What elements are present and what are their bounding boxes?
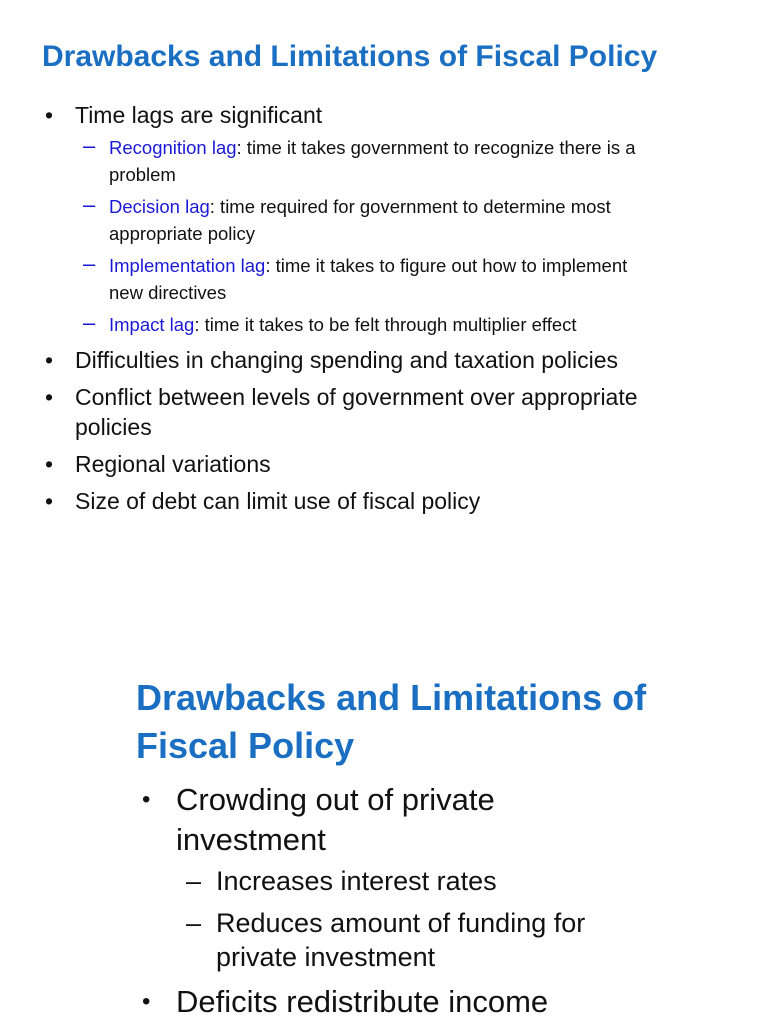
bullet-text: Time lags are significant <box>75 102 323 128</box>
bullet-marker: • <box>142 988 151 1015</box>
bullet-government-conflict <box>0 382 768 442</box>
lag-description: : time it takes government to recognize there is a problem <box>109 137 636 185</box>
slide-1-bullet-list <box>0 100 768 523</box>
sub-marker: – <box>186 908 202 938</box>
bullet-time-lags <box>0 100 768 338</box>
sub-marker: – <box>83 251 96 276</box>
lag-term: Decision lag <box>109 196 210 217</box>
sub-marker: – <box>83 133 96 158</box>
bullet-marker: • <box>45 451 54 477</box>
slide-2-bullet-list <box>0 780 768 1028</box>
bullet-marker: • <box>45 488 54 514</box>
slide-2 <box>0 660 768 1024</box>
bullet-marker: • <box>45 347 54 373</box>
sub-bullet-recognition-lag <box>75 134 718 188</box>
sub-bullet-interest-rates <box>176 864 648 898</box>
bullet-deficits-redistribute <box>0 982 768 1022</box>
bullet-text: Size of debt can limit use of fiscal policy <box>75 488 481 514</box>
bullet-spending-taxation <box>0 345 768 375</box>
sub-marker: – <box>83 310 96 335</box>
sub-bullet-text: Reduces amount of funding for private investment <box>216 908 586 972</box>
crowding-out-sublist <box>176 864 648 974</box>
lag-sublist <box>75 134 718 338</box>
bullet-crowding-out <box>0 780 768 974</box>
bullet-text: Conflict between levels of government over appropriate policies <box>75 384 638 440</box>
lag-description: : time required for government to determine most appropriate policy <box>109 196 611 244</box>
lag-description: : time it takes to be felt through multiplier effect <box>194 314 577 335</box>
slide-2-title: Drawbacks and Limitations of Fiscal Policy <box>136 677 647 766</box>
sub-marker: – <box>83 192 96 217</box>
sub-bullet-implementation-lag <box>75 252 718 306</box>
bullet-size-of-debt <box>0 486 768 516</box>
bullet-marker: • <box>142 786 151 813</box>
lag-term: Impact lag <box>109 314 195 335</box>
sub-marker: – <box>186 866 202 896</box>
bullet-text: Deficits redistribute income <box>176 984 549 1019</box>
bullet-text: Difficulties in changing spending and taxation policies <box>75 347 618 373</box>
bullet-marker: • <box>45 384 54 410</box>
bullet-text: Regional variations <box>75 451 271 477</box>
bullet-marker: • <box>45 102 54 128</box>
lag-description: : time it takes to figure out how to implement new directives <box>109 255 628 303</box>
sub-bullet-decision-lag <box>75 193 718 247</box>
sub-bullet-impact-lag <box>75 311 718 338</box>
sub-bullet-funding <box>176 906 648 974</box>
sub-bullet-text: Increases interest rates <box>216 866 497 896</box>
slide-1-title: Drawbacks and Limitations of Fiscal Policy <box>42 40 658 73</box>
bullet-text: Crowding out of private investment <box>176 782 495 857</box>
bullet-regional-variations <box>0 449 768 479</box>
lag-term: Implementation lag <box>109 255 266 276</box>
lag-term: Recognition lag <box>109 137 237 158</box>
